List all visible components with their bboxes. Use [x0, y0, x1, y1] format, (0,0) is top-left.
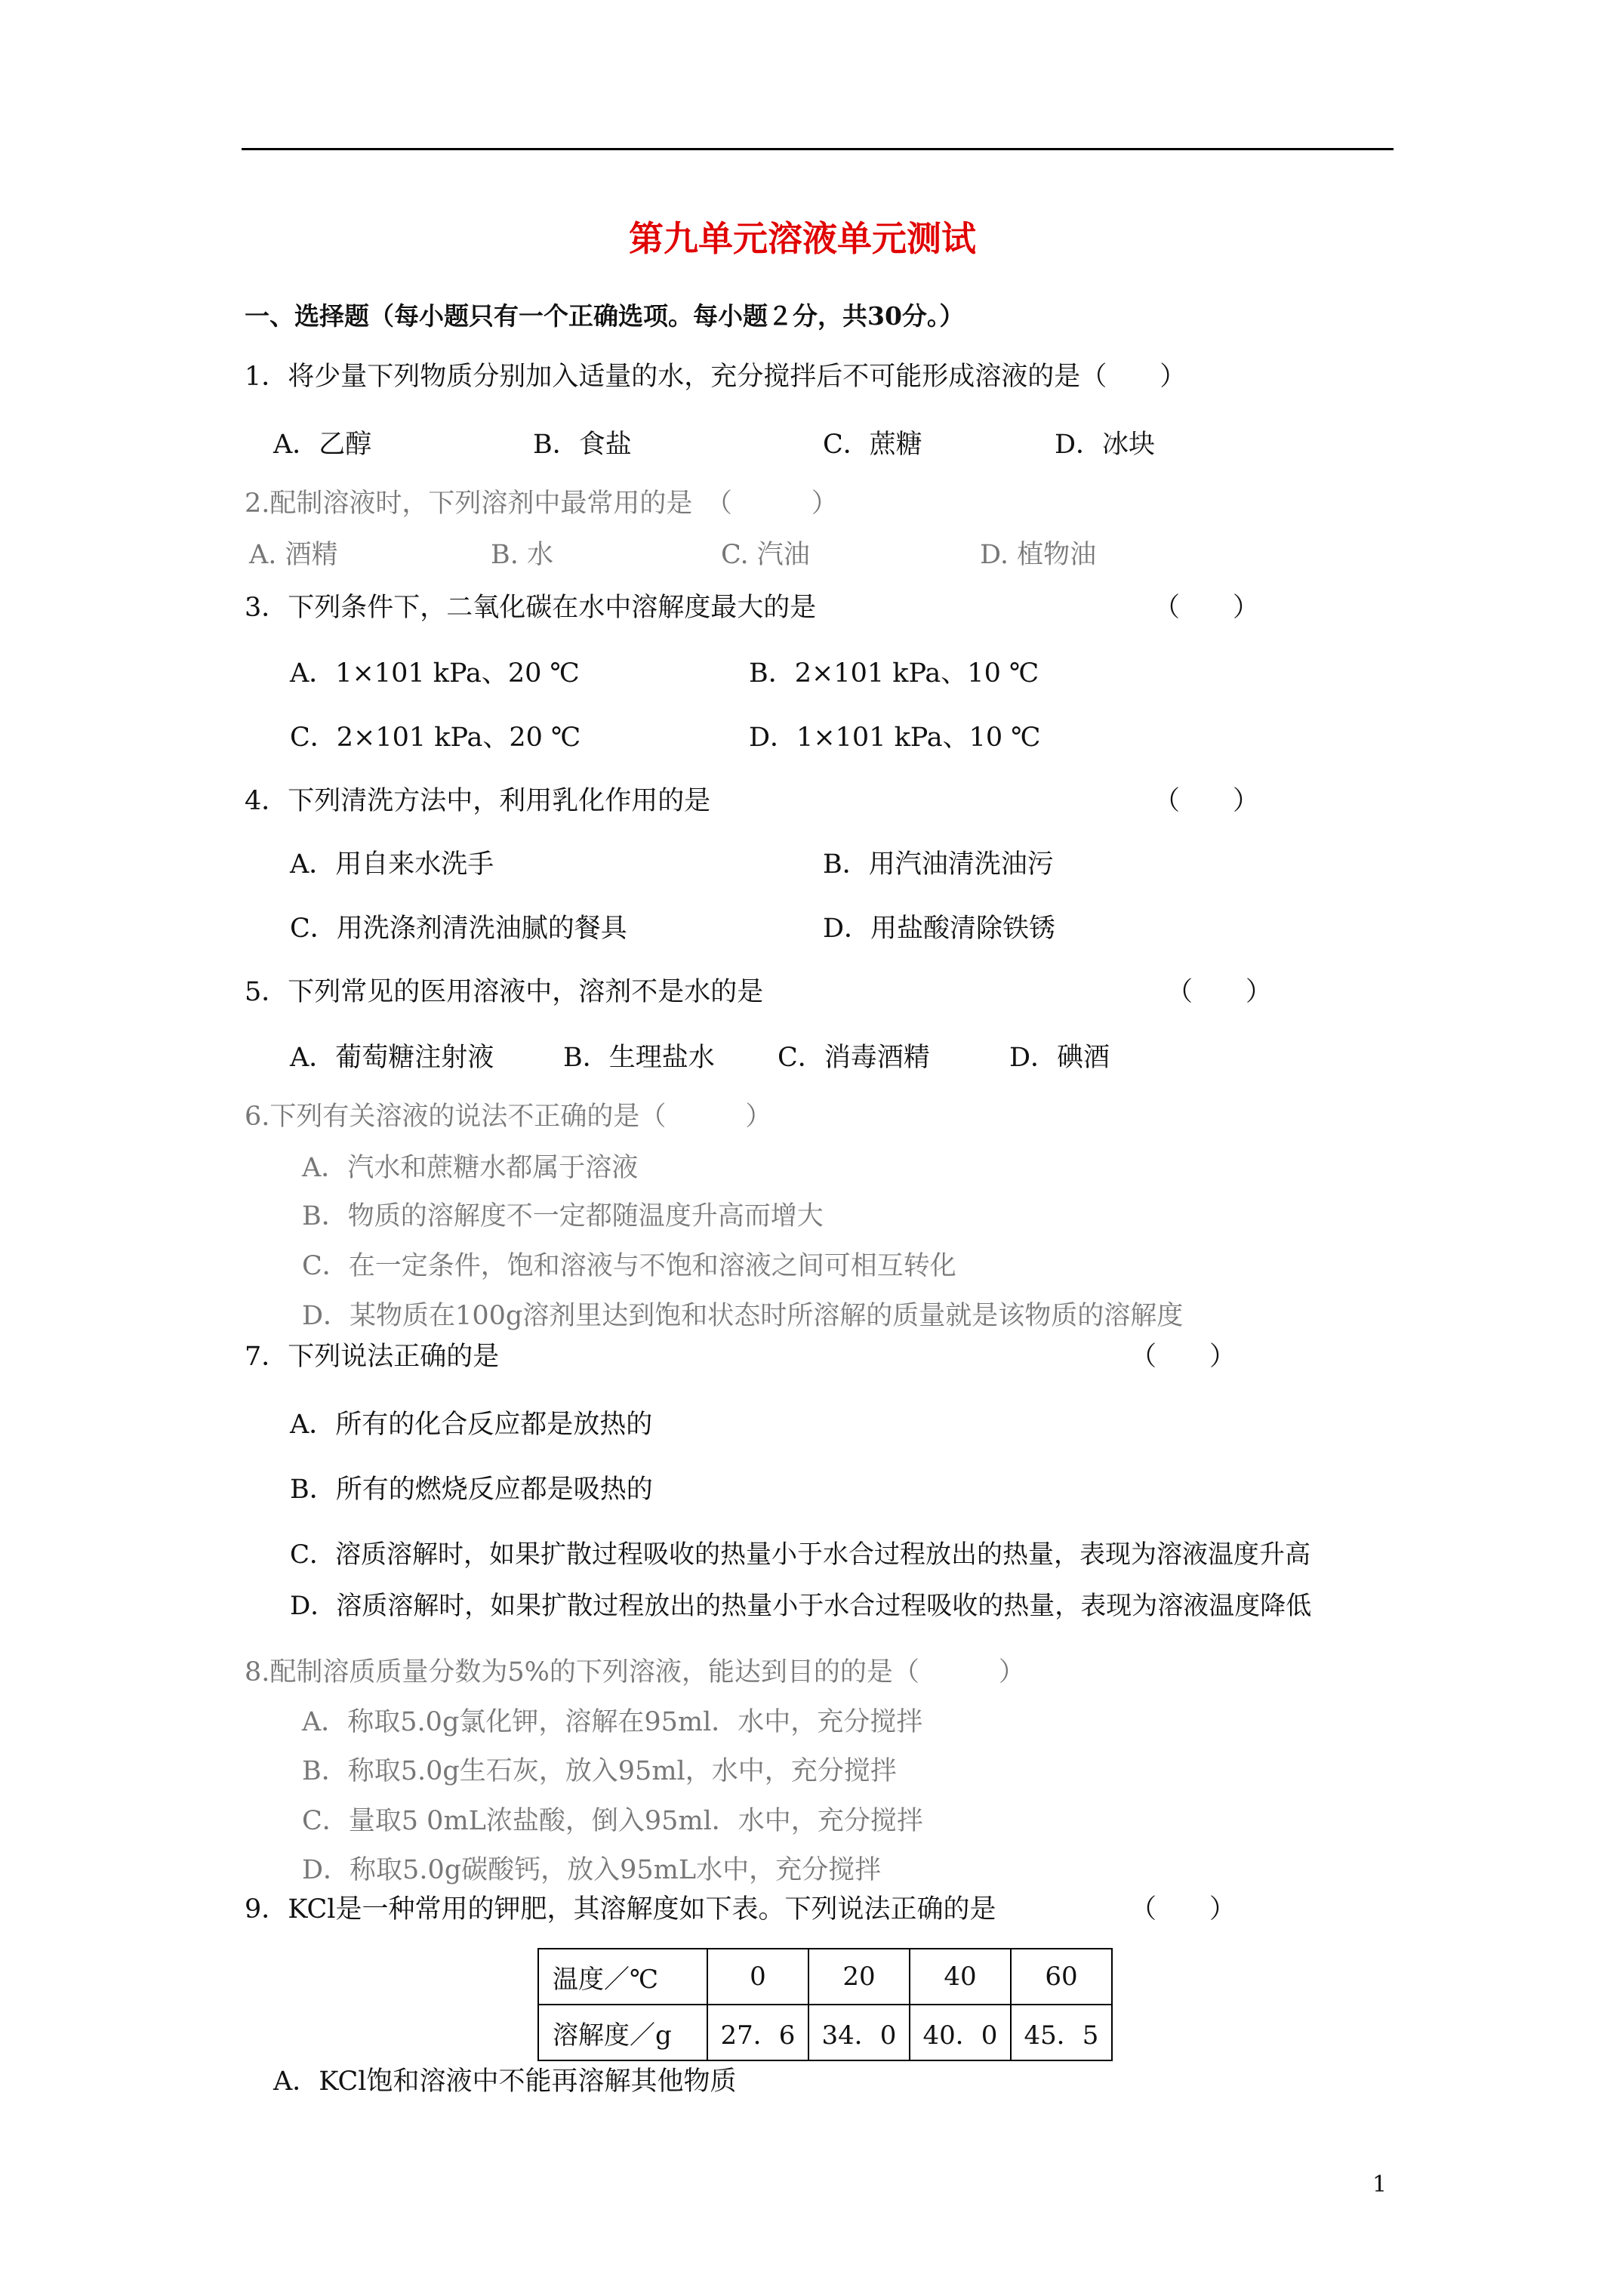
q8-option-c: C．量取5 0mL浓盐酸，倒入95ml．水中，充分搅拌	[302, 1806, 923, 1836]
q7-option-a: A．所有的化合反应都是放热的	[290, 1410, 653, 1440]
table-cell: 40	[910, 1949, 1011, 2005]
question-3-answer-bracket: （ ）	[1153, 593, 1260, 623]
section-heading: 一、选择题（每小题只有一个正确选项。每小题２分，共30分。）	[245, 301, 965, 331]
q5-option-c: C．消毒酒精	[778, 1043, 930, 1073]
q4-option-c: C．用洗涤剂清洗油腻的餐具	[290, 914, 627, 944]
q1-option-a: A．乙醇	[273, 430, 372, 460]
q3-option-c: C．2×101 kPa、20 ℃	[290, 723, 581, 753]
q8-option-a: A．称取5.0g氯化钾，溶解在95ml．水中，充分搅拌	[302, 1707, 923, 1737]
table-cell: 34．0	[808, 2005, 910, 2060]
table-cell: 0	[707, 1949, 808, 2005]
question-5-answer-bracket: （ ）	[1166, 977, 1273, 1007]
question-5-stem: 5．下列常见的医用溶液中，溶剂不是水的是	[245, 977, 764, 1007]
question-9-answer-bracket: （ ）	[1130, 1894, 1236, 1925]
question-7-answer-bracket: （ ）	[1130, 1342, 1236, 1372]
page-number: 1	[1372, 2171, 1387, 2198]
q4-option-a: A．用自来水洗手	[290, 849, 494, 880]
kcl-solubility-table	[537, 1948, 1113, 2061]
question-2-stem: 2.配制溶液时，下列溶剂中最常用的是 （ ）	[245, 488, 838, 519]
q6-option-c: C．在一定条件，饱和溶液与不饱和溶液之间可相互转化	[302, 1251, 956, 1281]
question-8-stem: 8.配制溶质质量分数为5%的下列溶液，能达到目的的是（ ）	[245, 1657, 1025, 1687]
q3-option-a: A．1×101 kPa、20 ℃	[290, 658, 580, 689]
q5-option-b: B．生理盐水	[563, 1043, 715, 1073]
q1-option-c: C．蔗糖	[823, 430, 922, 460]
q2-option-a: A. 酒精	[249, 540, 338, 570]
question-6-stem: 6.下列有关溶液的说法不正确的是（ ）	[245, 1102, 772, 1132]
q3-option-d: D．1×101 kPa、10 ℃	[749, 723, 1041, 753]
q1-option-b: B．食盐	[533, 430, 632, 460]
table-cell: 45．5	[1011, 2005, 1112, 2060]
q5-option-d: D．碘酒	[1009, 1043, 1110, 1073]
table-row-solubility	[538, 2005, 1112, 2060]
q7-option-d: D．溶质溶解时，如果扩散过程放出的热量小于水合过程吸收的热量，表现为溶液温度降低	[290, 1591, 1312, 1621]
table-row-temperature	[538, 1949, 1112, 2005]
page-title: 第九单元溶液单元测试	[629, 218, 976, 259]
q4-option-b: B．用汽油清洗油污	[823, 849, 1054, 880]
q2-option-b: B. 水	[491, 540, 553, 570]
q9-option-a: A．KCl饱和溶液中不能再溶解其他物质	[273, 2066, 737, 2097]
question-4-answer-bracket: （ ）	[1153, 786, 1260, 816]
table-cell: 20	[808, 1949, 910, 2005]
table-header-solubility: 溶解度／g	[538, 2005, 707, 2060]
q2-option-d: D. 植物油	[980, 540, 1097, 570]
q6-option-a: A．汽水和蔗糖水都属于溶液	[302, 1153, 639, 1183]
question-4-stem: 4．下列清洗方法中，利用乳化作用的是	[245, 786, 711, 816]
q8-option-d: D．称取5.0g碳酸钙，放入95mL水中，充分搅拌	[302, 1855, 882, 1885]
q1-option-d: D．冰块	[1055, 430, 1156, 460]
q5-option-a: A．葡萄糖注射液	[290, 1043, 494, 1073]
table-cell: 40．0	[910, 2005, 1011, 2060]
table-cell: 60	[1011, 1949, 1112, 2005]
question-1-stem: 1．将少量下列物质分别加入适量的水，充分搅拌后不可能形成溶液的是（ ）	[245, 362, 1187, 392]
table-header-temperature: 温度／℃	[538, 1949, 707, 2005]
q7-option-c: C．溶质溶解时，如果扩散过程吸收的热量小于水合过程放出的热量，表现为溶液温度升高	[290, 1539, 1311, 1570]
header-rule	[242, 148, 1394, 150]
table-cell: 27．6	[707, 2005, 808, 2060]
q7-option-b: B．所有的燃烧反应都是吸热的	[290, 1475, 653, 1505]
question-9-stem: 9．KCl是一种常用的钾肥，其溶解度如下表。下列说法正确的是	[245, 1894, 996, 1925]
q8-option-b: B．称取5.0g生石灰，放入95ml，水中，充分搅拌	[302, 1756, 897, 1786]
q2-option-c: C. 汽油	[721, 540, 810, 570]
question-7-stem: 7．下列说法正确的是	[245, 1342, 500, 1372]
q6-option-b: B．物质的溶解度不一定都随温度升高而增大	[302, 1201, 824, 1231]
q4-option-d: D．用盐酸清除铁锈	[823, 914, 1056, 944]
q6-option-d: D．某物质在100g溶剂里达到饱和状态时所溶解的质量就是该物质的溶解度	[302, 1301, 1184, 1331]
q3-option-b: B．2×101 kPa、10 ℃	[749, 658, 1039, 689]
question-3-stem: 3．下列条件下，二氧化碳在水中溶解度最大的是	[245, 593, 817, 623]
